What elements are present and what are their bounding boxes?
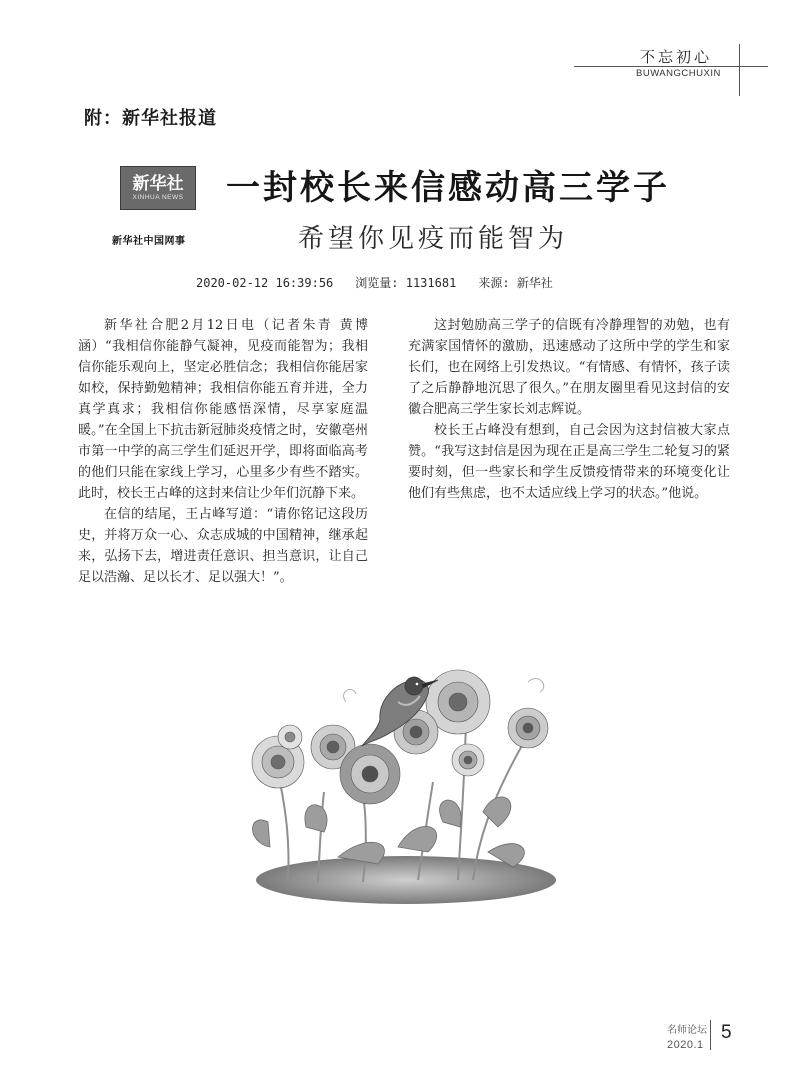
flower-bird-illustration — [228, 642, 580, 904]
article-title: 一封校长来信感动高三学子 — [226, 168, 670, 208]
logo-name-cn: 新华社 — [132, 174, 184, 194]
footer-divider — [710, 1020, 711, 1050]
body-column-right — [408, 315, 730, 504]
logo-name-en: XINHUA NEWS — [132, 194, 184, 201]
article-source: 来源: 新华社 — [478, 276, 553, 290]
article-datetime: 2020-02-12 16:39:56 — [196, 276, 334, 290]
footer-magazine: 名师论坛 — [667, 1025, 707, 1036]
header-divider — [739, 44, 740, 96]
footer-issue: 2020.1 — [667, 1039, 704, 1051]
page-number: 5 — [721, 1022, 732, 1043]
paragraph: 这封勉励高三学子的信既有冷静理智的劝勉，也有充满家国情怀的激励，迅速感动了这所中学的学生和家长们，也在网络上引发热议。“有情感、有情怀，孩子读了之后静静地沉思了很久。”在朋友圈里看见这封信的安徽合肥高三学生家长刘志辉说。 — [408, 318, 730, 417]
article-meta — [196, 274, 575, 291]
xinhua-logo — [120, 166, 196, 210]
column-pinyin: BUWANGCHUXIN — [636, 68, 721, 79]
article-subtitle: 希望你见疫而能智为 — [298, 224, 569, 254]
article-views: 浏览量: 1131681 — [355, 276, 457, 290]
paragraph: 新华社合肥2月12日电（记者朱青 黄博涵）“我相信你能静气凝神，见疫而能智为；我相信你能乐观向上，坚定必胜信念；我相信你能居家如校，保持勤勉精神；我相信你能五育并进，全力真学真求；我相信你能感悟深情，尽享家庭温暖。”在全国上下抗击新冠肺炎疫情之时，安徽亳州市第一中学的高三学生们延迟开学，即将面临高考的他们只能在家线上学习，心里多少有些不踏实。此时，校长王占峰的这封来信让少年们沉静下来。 — [78, 318, 368, 501]
logo-caption: 新华社中国网事 — [112, 236, 186, 247]
body-column-left — [78, 315, 368, 588]
section-label: 附：新华社报道 — [84, 108, 217, 129]
paragraph: 在信的结尾，王占峰写道：“请你铭记这段历史，并将万众一心、众志成城的中国精神，继承起来，弘扬下去，增进责任意识、担当意识，让自己足以浩瀚、足以长才、足以强大！”。 — [78, 507, 368, 585]
paragraph: 校长王占峰没有想到，自己会因为这封信被大家点赞。“我写这封信是因为现在正是高三学生二轮复习的紧要时刻，但一些家长和学生反馈疫情带来的环境变化让他们有些焦虑，也不太适应线上学习的状态。”他说。 — [408, 423, 730, 501]
column-title: 不忘初心 — [640, 48, 713, 66]
